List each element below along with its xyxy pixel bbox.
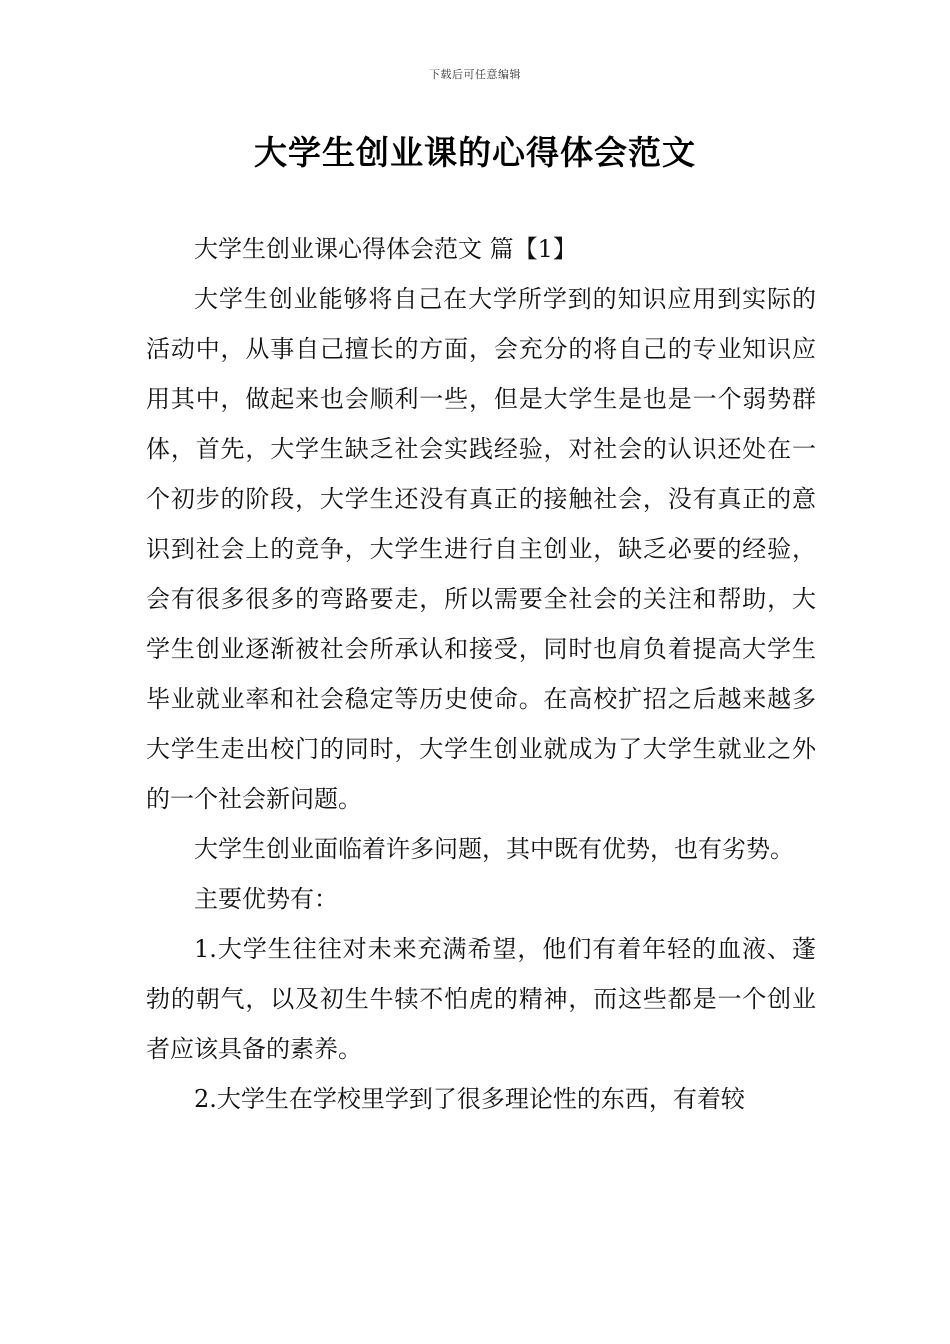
body-paragraph: 大学生创业能够将自己在大学所学到的知识应用到实际的活动中，从事自己擅长的方面，会充分的将自己的专业知识应用其中，做起来也会顺利一些，但是大学生是也是一个弱势群体，首先，大学生缺乏社会实践经验，对社会的认识还处在一个初步的阶段，大学生还没有真正的接触社会，没有真正的意识到社会上的竞争，大学生进行自主创业，缺乏必要的经验，会有很多很多的弯路要走，所以需要全社会的关注和帮助，大学生创业逐渐被社会所承认和接受，同时也肩负着提高大学生毕业就业率和社会稳定等历史使命。在高校扩招之后越来越多大学生走出校门的同时，大学生创业就成为了大学生就业之外的一个社会新问题。 <box>146 285 816 813</box>
document-body <box>146 224 816 1124</box>
list-item: 2.大学生在学校里学到了很多理论性的东西，有着较 <box>194 1085 745 1113</box>
body-paragraph: 主要优势有： <box>194 885 338 913</box>
section-heading: 大学生创业课心得体会范文 篇【1】 <box>194 235 577 263</box>
header-note: 下载后可任意编辑 <box>429 68 521 81</box>
list-item: 1.大学生往往对未来充满希望，他们有着年轻的血液、蓬勃的朝气，以及初生牛犊不怕虎的精神，而这些都是一个创业者应该具备的素养。 <box>146 935 816 1063</box>
document-title: 大学生创业课的心得体会范文 <box>254 133 696 172</box>
body-paragraph: 大学生创业面临着许多问题，其中既有优势，也有劣势。 <box>194 835 794 863</box>
